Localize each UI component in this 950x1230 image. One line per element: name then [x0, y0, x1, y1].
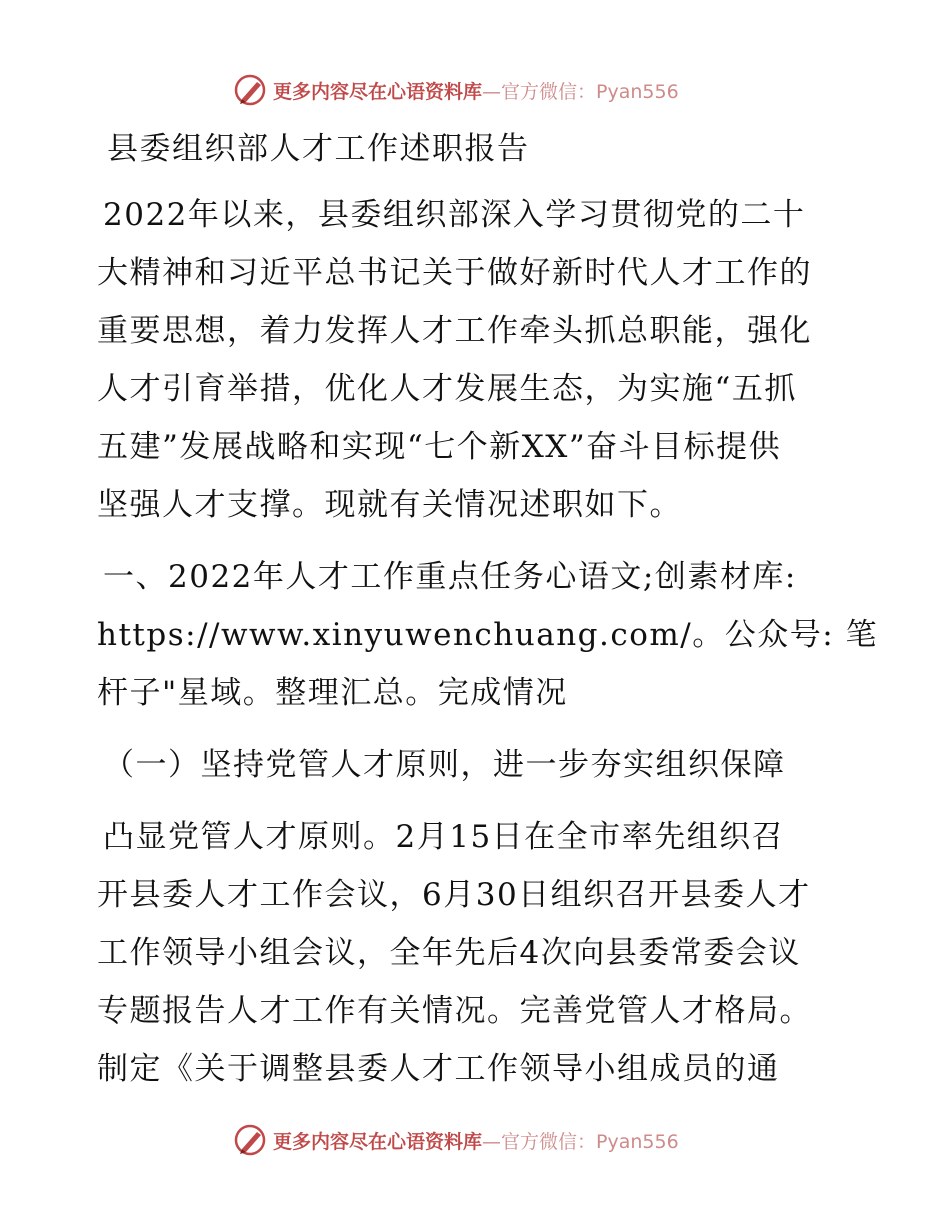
subsection-heading-1	[97, 736, 857, 794]
paragraph-line: 开县委人才工作会议，6月30日组织召开县委人才	[97, 877, 811, 913]
paragraph-intro	[97, 186, 857, 534]
paragraph-line: https://www.xinyuwenchuang.com/。公众号: 笔	[97, 617, 879, 653]
paragraph-line: 人才引育举措，优化人才发展生态，为实施“五抓	[97, 371, 797, 407]
paragraph-party-talent	[97, 808, 857, 1098]
paragraph-line: 制定《关于调整县委人才工作领导小组成员的通	[97, 1051, 780, 1087]
paragraph-line: 大精神和习近平总书记关于做好新时代人才工作的	[97, 255, 812, 291]
watermark-text: 更多内容尽在心语资料库—官方微信：Pyan556	[273, 1130, 679, 1153]
watermark-text: 更多内容尽在心语资料库—官方微信：Pyan556	[273, 80, 679, 103]
paragraph-line: （一）坚持党管人才原则，进一步夯实组织保障	[103, 747, 786, 783]
document-body	[97, 120, 879, 1098]
paragraph-line: 重要思想，着力发挥人才工作牵头抓总职能，强化	[97, 313, 812, 349]
paragraph-line: 专题报告人才工作有关情况。完善党管人才格局。	[97, 993, 812, 1029]
pen-logo-icon	[233, 1122, 269, 1158]
section-heading-1	[97, 548, 879, 722]
header-watermark	[233, 72, 679, 108]
paragraph-line: 工作领导小组会议，全年先后4次向县委常委会议	[97, 935, 801, 971]
document-title: 县委组织部人才工作述职报告	[107, 131, 530, 167]
paragraph-line: 杆子"星域。整理汇总。完成情况	[97, 675, 568, 711]
paragraph-line: 凸显党管人才原则。2月15日在全市率先组织召	[103, 819, 785, 855]
paragraph-line: 2022年以来，县委组织部深入学习贯彻党的二十	[103, 197, 806, 233]
paragraph-line: 坚强人才支撑。现就有关情况述职如下。	[97, 487, 682, 523]
paragraph-line: 一、2022年人才工作重点任务心语文;创素材库:	[103, 559, 797, 595]
footer-watermark	[233, 1122, 679, 1158]
pen-logo-icon	[233, 72, 269, 108]
paragraph-line: 五建”发展战略和实现“七个新XX”奋斗目标提供	[97, 429, 782, 465]
